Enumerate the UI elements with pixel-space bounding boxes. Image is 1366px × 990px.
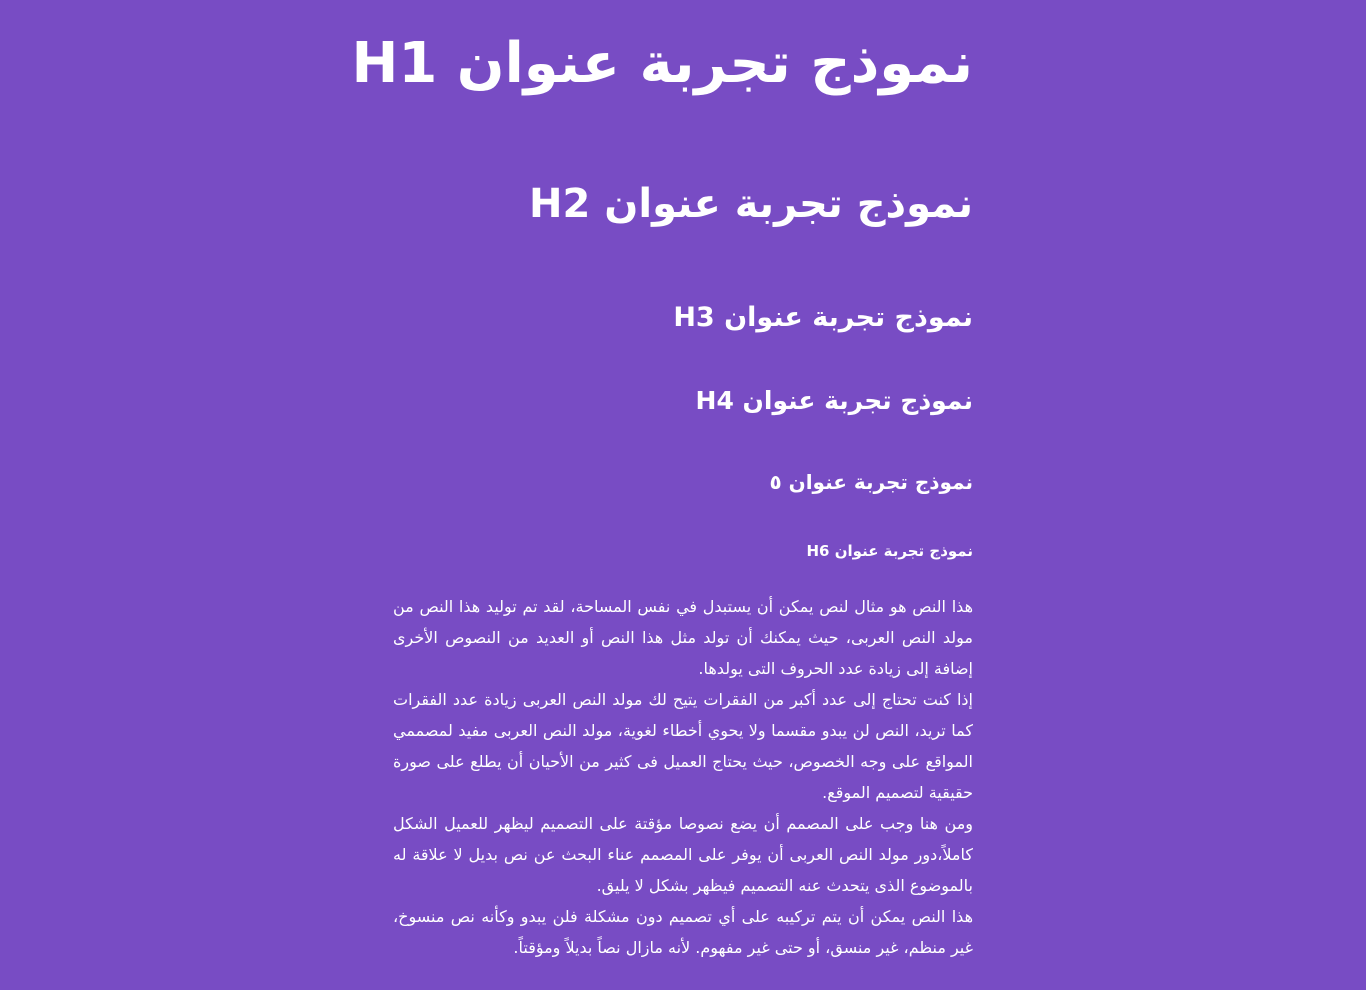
heading-h5: نموذج تجربة عنوان ٥ <box>769 470 973 494</box>
heading-h4: نموذج تجربة عنوان H4 <box>695 386 973 415</box>
heading-h6: نموذج تجربة عنوان H6 <box>806 542 973 560</box>
heading-h2: نموذج تجربة عنوان H2 <box>529 181 973 227</box>
paragraph: هذا النص هو مثال لنص يمكن أن يستبدل في نفس المساحة، لقد تم توليد هذا النص من مولد النص العربى، حيث يمكنك أن تولد مثل هذا النص أو العديد من النصوص الأخرى إضافة إلى زيادة عدد الحروف التى يولدها. <box>393 597 973 678</box>
paragraph: إذا كنت تحتاج إلى عدد أكبر من الفقرات يتيح لك مولد النص العربى زيادة عدد الفقرات كما تريد، النص لن يبدو مقسما ولا يحوي أخطاء لغوية، مولد النص العربى مفيد لمصممي المواقع على وجه الخصوص، حيث يحتاج العميل فى كثير من الأحيان أن يطلع على صورة حقيقية لتصميم الموقع. <box>393 690 973 802</box>
paragraph: هذا النص يمكن أن يتم تركيبه على أي تصميم دون مشكلة فلن يبدو وكأنه نص منسوخ، غير منظم، غير منسق، أو حتى غير مفهوم. لأنه مازال نصاً بديلاً ومؤقتاً. <box>393 907 973 957</box>
heading-h1: نموذج تجربة عنوان H1 <box>351 31 973 96</box>
heading-h3: نموذج تجربة عنوان H3 <box>673 302 973 333</box>
body-text <box>393 591 973 963</box>
paragraph: ومن هنا وجب على المصمم أن يضع نصوصا مؤقتة على التصميم ليظهر للعميل الشكل كاملاً،دور مولد النص العربى أن يوفر على المصمم عناء البحث عن نص بديل لا علاقة له بالموضوع الذى يتحدث عنه التصميم فيظهر بشكل لا يليق. <box>393 814 973 895</box>
